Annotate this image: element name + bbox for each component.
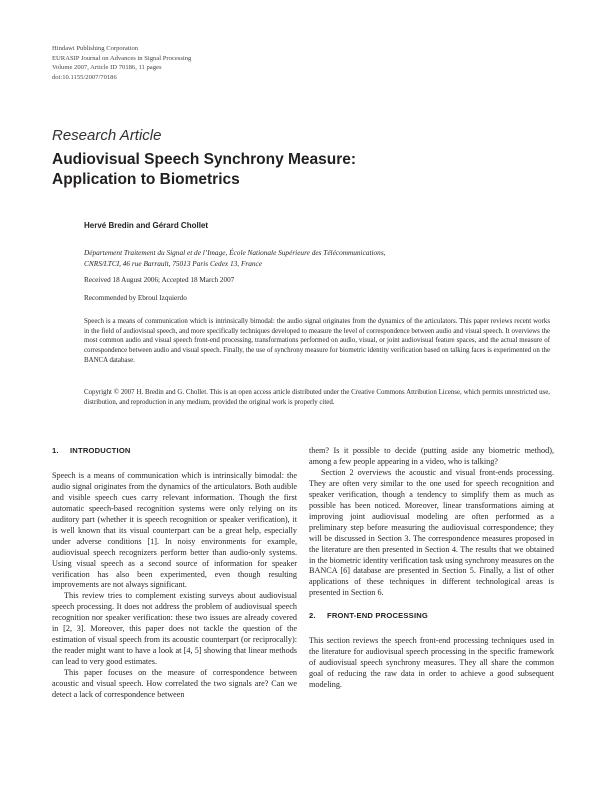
intro-paragraph-2: This review tries to complement existing surveys about audiovisual speech processing. It does not address the problem of audiovisual speech recognition nor speaker verification: these two issues are already covered in [2, 3]. Moreover, this paper does not tackle the question of the estimation of visual speech from its acoustic counterpart (or reciprocally): the reader might want to have a look at [4, 5] showing that linear methods can lead to very good estimates. (52, 591, 297, 667)
left-column (52, 446, 297, 701)
abstract: Speech is a means of communication which is intrinsically bimodal: the audio signal originates from the dynamics of the articulators. This paper reviews recent works in the field of audiovisual speech, and more specifically techniques developed to measure the level of correspondence between audio and visual speech. It overviews the most common audio and visual speech front-end processing, transformations performed on audio, visual, or joint audiovisual feature spaces, and the actual measure of correspondence between audio and visual speech. Finally, the use of synchrony measure for biometric identity verification based on talking faces is experimented on the BANCA database. (84, 317, 550, 364)
intro-paragraph-1: Speech is a means of communication which is intrinsically bimodal: the audio signal originates from the dynamics of the articulators. Both audible and visible speech cues carry relevant information. Though the first automatic speech-based recognition systems were only relying on its auditory part (whether it is speech recognition or speaker verification), it is well known that its visual counterpart can be a great help, especially under adverse conditions [1]. In noisy environments for example, audiovisual speech recognizers perform better than audio-only systems. Using visual speech as a second source of information for speaker verification has also been experimented, even though resulting improvements are not always significant. (52, 470, 297, 590)
section-1-number: 1. (52, 446, 59, 455)
journal-name: EURASIP Journal on Advances in Signal Processing (52, 54, 192, 62)
recommended-by: Recommended by Ebroul Izquierdo (84, 294, 187, 302)
section-2-number: 2. (309, 611, 316, 621)
intro-paragraph-3: This paper focuses on the measure of correspondence between acoustic and visual speech. How correlated the two signals are? Can we detect a lack of correspondence between (52, 668, 297, 700)
volume-info: Volume 2007, Article ID 70186, 11 pages (52, 64, 162, 72)
received-accepted-dates: Received 18 August 2006; Accepted 18 March 2007 (84, 276, 235, 284)
right-column (309, 446, 554, 691)
intro-paragraph-3-continued: them? Is it possible to decide (putting aside any biometric method), among a few people appearing in a video, who is talking? (309, 446, 554, 466)
paper-title (52, 150, 472, 190)
front-end-paragraph-1: This section reviews the speech front-end processing techniques used in the literature for audiovisual speech processing in the specific framework of audiovisual speech synchrony measures. They all share the common goal of reducing the raw data in order to achieve a good subsequent modeling. (309, 636, 554, 690)
affiliation-line-1: Département Traitement du Signal et de l’Image, École Nationale Supérieure des Télécommunications, (84, 248, 386, 257)
title-line-1: Audiovisual Speech Synchrony Measure: (52, 151, 357, 168)
section-1-heading (52, 446, 297, 457)
doi[interactable]: doi:10.1155/2007/70186 (52, 73, 117, 81)
affiliation-line-2: CNRS/LTCI, 46 rue Barrault, 75013 Paris Cedex 13, France (84, 258, 263, 268)
affiliation (84, 248, 564, 269)
intro-paragraph-4: Section 2 overviews the acoustic and visual front-ends processing. They are often very similar to the one used for speech recognition and speaker verification, though a tendency to simplify them as much as possible has been noticed. Moreover, linear transformations aiming at improving joint audiovisual modeling are often performed as a preliminary step before measuring the audiovisual correspondence; they will be discussed in Section 3. The correspondence measures proposed in the literature are then presented in Section 4. The results that we obtained in the biometric identity verification task using synchrony measures on the BANCA [6] database are presented in Section 5. Finally, a list of other applications of these techniques in different technological areas is presented in Section 6. (309, 467, 554, 598)
section-1-title: INTRODUCTION (70, 446, 131, 455)
publication-header (52, 44, 191, 82)
article-type: Research Article (52, 127, 162, 144)
authors: Hervé Bredin and Gérard Chollet (84, 221, 209, 230)
section-2-heading (309, 611, 554, 622)
publisher: Hindawi Publishing Corporation (52, 45, 139, 52)
title-line-2: Application to Biometrics (52, 171, 240, 188)
section-2-title: FRONT-END PROCESSING (327, 611, 429, 621)
copyright-notice: Copyright © 2007 H. Bredin and G. Chollet. This is an open access article distributed under the Creative Commons Attribution License, which permits unrestricted use, distribution, and reproduction in any medium, provided the original work is properly cited. (84, 388, 550, 406)
